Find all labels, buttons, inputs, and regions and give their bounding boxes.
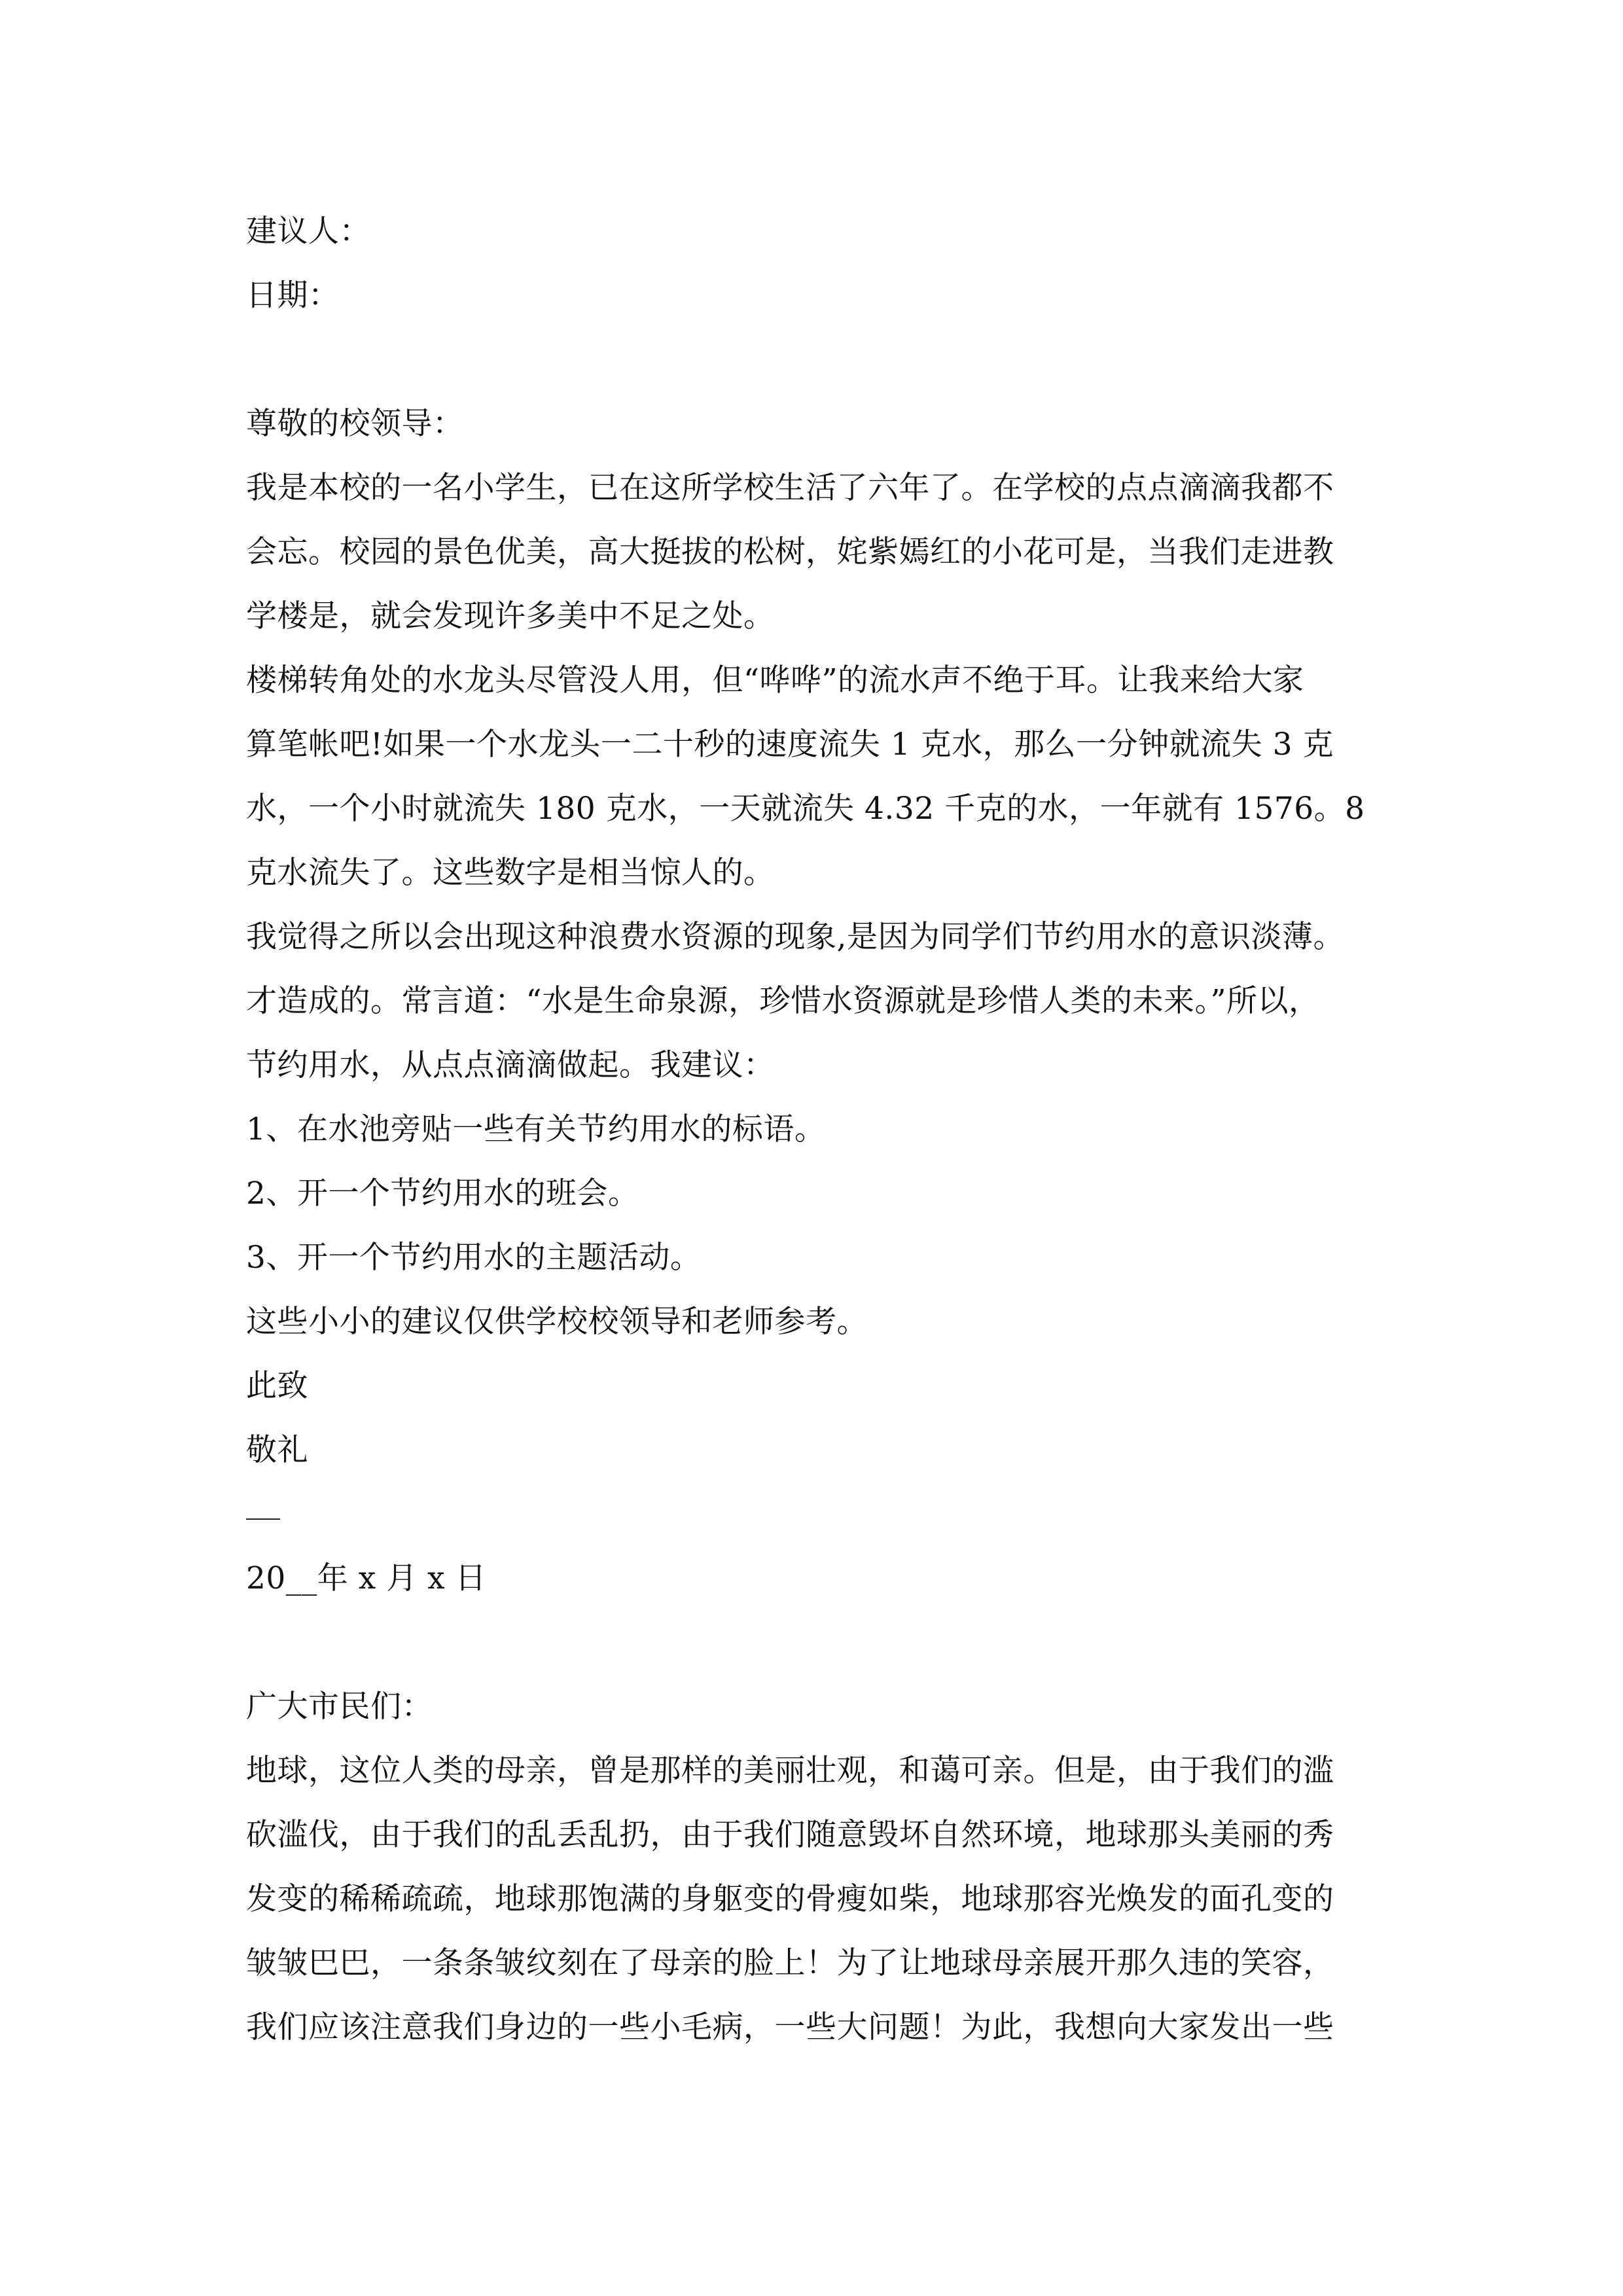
text-line: 算笔帐吧!如果一个水龙头一二十秒的速度流失 1 克水，那么一分钟就流失 3 克 — [246, 726, 1334, 762]
text-line: 我们应该注意我们身边的一些小毛病，一些大问题！为此，我想向大家发出一些 — [246, 2009, 1334, 2045]
suggestion-item: 3、开一个节约用水的主题活动。 — [246, 1240, 702, 1276]
spacer — [246, 1611, 1398, 1675]
text-line: 楼梯转角处的水龙头尽管没人用，但“哗哗”的流水声不绝于耳。让我来给大家 — [246, 662, 1304, 698]
text-line: 地球，这位人类的母亲，曾是那样的美丽壮观，和蔼可亲。但是，由于我们的滥 — [246, 1753, 1334, 1789]
text-line: 节约用水，从点点滴滴做起。我建议： — [246, 1047, 775, 1083]
text-line: 我觉得之所以会出现这种浪费水资源的现象,是因为同学们节约用水的意识淡薄。 — [246, 919, 1344, 955]
letter1-date: 20__年 x 月 x 日 — [246, 1560, 487, 1596]
text-line: 发变的稀稀疏疏，地球那饱满的身躯变的骨瘦如柴，地球那容光焕发的面孔变的 — [246, 1881, 1334, 1917]
document-body — [246, 200, 1398, 2060]
text-line: 水，一个小时就流失 180 克水，一天就流失 4.32 千克的水，一年就有 1576。8 — [246, 791, 1365, 827]
spacer — [246, 328, 1398, 392]
closing-paragraph: 这些小小的建议仅供学校校领导和老师参考。 — [246, 1304, 868, 1340]
proposer-label: 建议人： — [246, 213, 370, 249]
text-line: 学楼是，就会发现许多美中不足之处。 — [246, 598, 775, 634]
suggestion-list — [246, 1098, 1398, 1290]
suggestion-item: 2、开一个节约用水的班会。 — [246, 1175, 639, 1211]
letter1-paragraph-2 — [246, 649, 1398, 905]
letter2-salutation: 广大市民们： — [246, 1689, 433, 1725]
letter1-salutation: 尊敬的校领导： — [246, 406, 464, 442]
closing-greeting-2: 敬礼 — [246, 1432, 308, 1468]
text-line: 克水流失了。这些数字是相当惊人的。 — [246, 855, 775, 891]
letter1-paragraph-1 — [246, 456, 1398, 649]
letter2-paragraph-1 — [246, 1739, 1398, 2060]
text-line: 皱皱巴巴，一条条皱纹刻在了母亲的脸上！为了让地球母亲展开那久违的笑容， — [246, 1945, 1334, 1981]
text-line: 才造成的。常言道：“水是生命泉源，珍惜水资源就是珍惜人类的未来。”所以， — [246, 983, 1320, 1019]
text-line: 会忘。校园的景色优美，高大挺拔的松树，姹紫嫣红的小花可是，当我们走进教 — [246, 534, 1334, 570]
closing-greeting-1: 此致 — [246, 1368, 308, 1404]
signature-rule — [246, 1518, 280, 1520]
suggestion-item: 1、在水池旁贴一些有关节约用水的标语。 — [246, 1111, 826, 1147]
letter1-paragraph-3 — [246, 905, 1398, 1098]
text-line: 砍滥伐，由于我们的乱丢乱扔，由于我们随意毁坏自然环境，地球那头美丽的秀 — [246, 1817, 1334, 1853]
date-label: 日期： — [246, 278, 340, 314]
text-line: 我是本校的一名小学生，已在这所学校生活了六年了。在学校的点点滴滴我都不 — [246, 470, 1334, 506]
signature-line — [246, 1482, 1398, 1547]
